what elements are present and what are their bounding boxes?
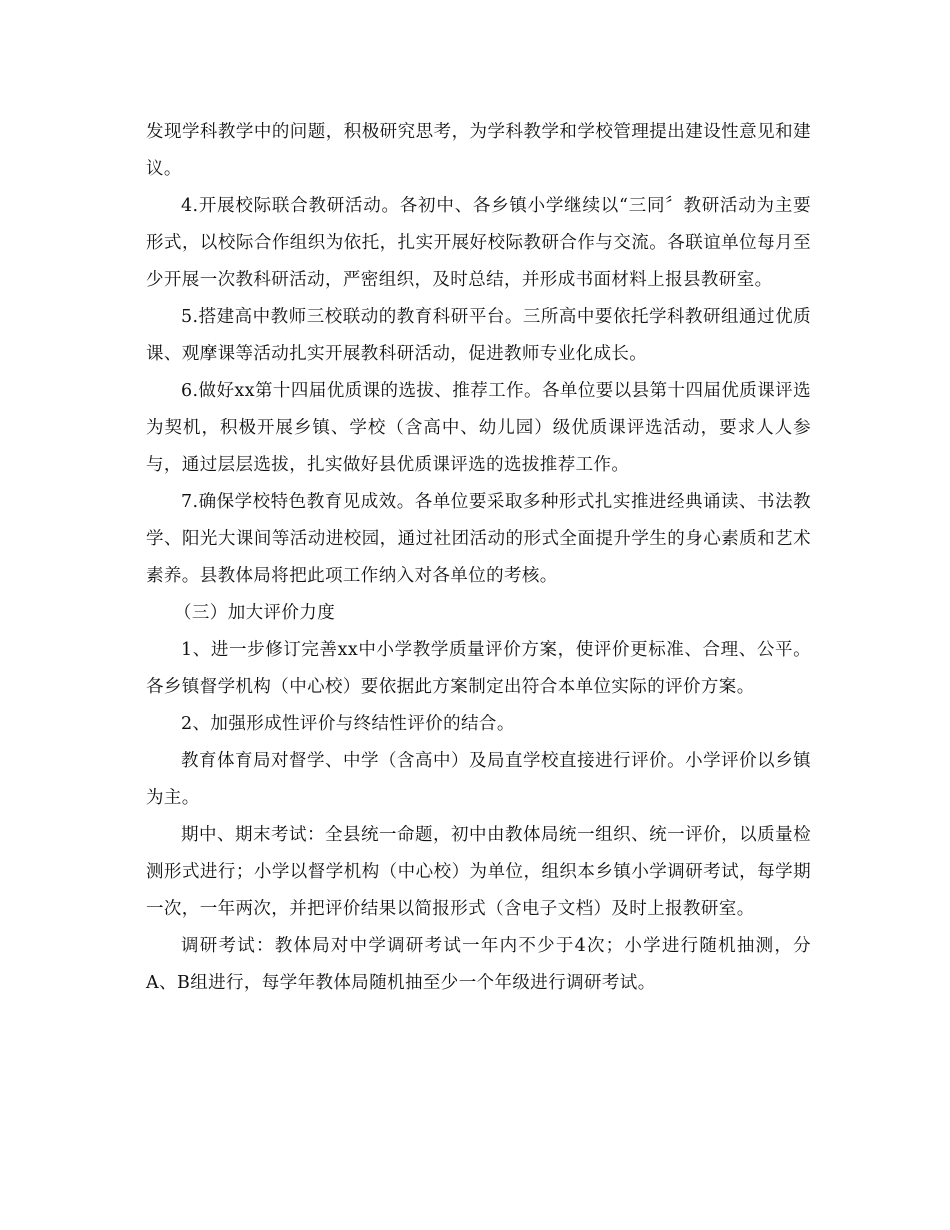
- paragraph-item-4: 4.开展校际联合教研活动。各初中、各乡镇小学继续以“三同〞教研活动为主要形式，以校际合作组织为依托，扎实开展好校际教研合作与交流。各联谊单位每月至少开展一次教科研活动，严密组织，及时总结，并形成书面材料上报县教研室。: [146, 196, 811, 290]
- paragraph-item-5: 5.搭建高中教师三校联动的教育科研平台。三所高中要依托学科教研组通过优质课、观摩课等活动扎实开展教科研活动，促进教师专业化成长。: [146, 307, 811, 364]
- paragraph-eval-2: 2、加强形成性评价与终结性评价的结合。: [181, 714, 515, 734]
- paragraph-survey-exams: 调研考试：教体局对中学调研考试一年内不少于4次；小学进行随机抽测，分A、B组进行，每学年教体局随机抽至少一个年级进行调研考试。: [146, 936, 811, 993]
- paragraph-item-7: 7.确保学校特色教育见成效。各单位要采取多种形式扎实推进经典诵读、书法教学、阳光大课间等活动进校园，通过社团活动的形式全面提升学生的身心素质和艺术素养。县教体局将把此项工作纳入对各单位的考核。: [146, 492, 811, 586]
- paragraph-item-6: 6.做好xx第十四届优质课的选拔、推荐工作。各单位要以县第十四届优质课评选为契机，积极开展乡镇、学校（含高中、幼儿园）级优质课评选活动，要求人人参与，通过层层选拔，扎实做好县优质课评选的选拔推荐工作。: [146, 381, 811, 475]
- paragraph-eval-bureau: 教育体育局对督学、中学（含高中）及局直学校直接进行评价。小学评价以乡镇为主。: [146, 751, 811, 808]
- paragraph-continuation: 发现学科教学中的问题，积极研究思考，为学科教学和学校管理提出建设性意见和建议。: [146, 122, 811, 179]
- section-heading-3: （三）加大评价力度: [174, 603, 336, 623]
- document-body: [146, 114, 811, 1002]
- paragraph-eval-1: 1、进一步修订完善xx中小学教学质量评价方案，使评价更标准、合理、公平。各乡镇督学机构（中心校）要依据此方案制定出符合本单位实际的评价方案。: [146, 640, 811, 697]
- paragraph-midterm-final-exams: 期中、期末考试：全县统一命题，初中由教体局统一组织、统一评价，以质量检测形式进行；小学以督学机构（中心校）为单位，组织本乡镇小学调研考试，每学期一次，一年两次，并把评价结果以简报形式（含电子文档）及时上报教研室。: [146, 825, 811, 919]
